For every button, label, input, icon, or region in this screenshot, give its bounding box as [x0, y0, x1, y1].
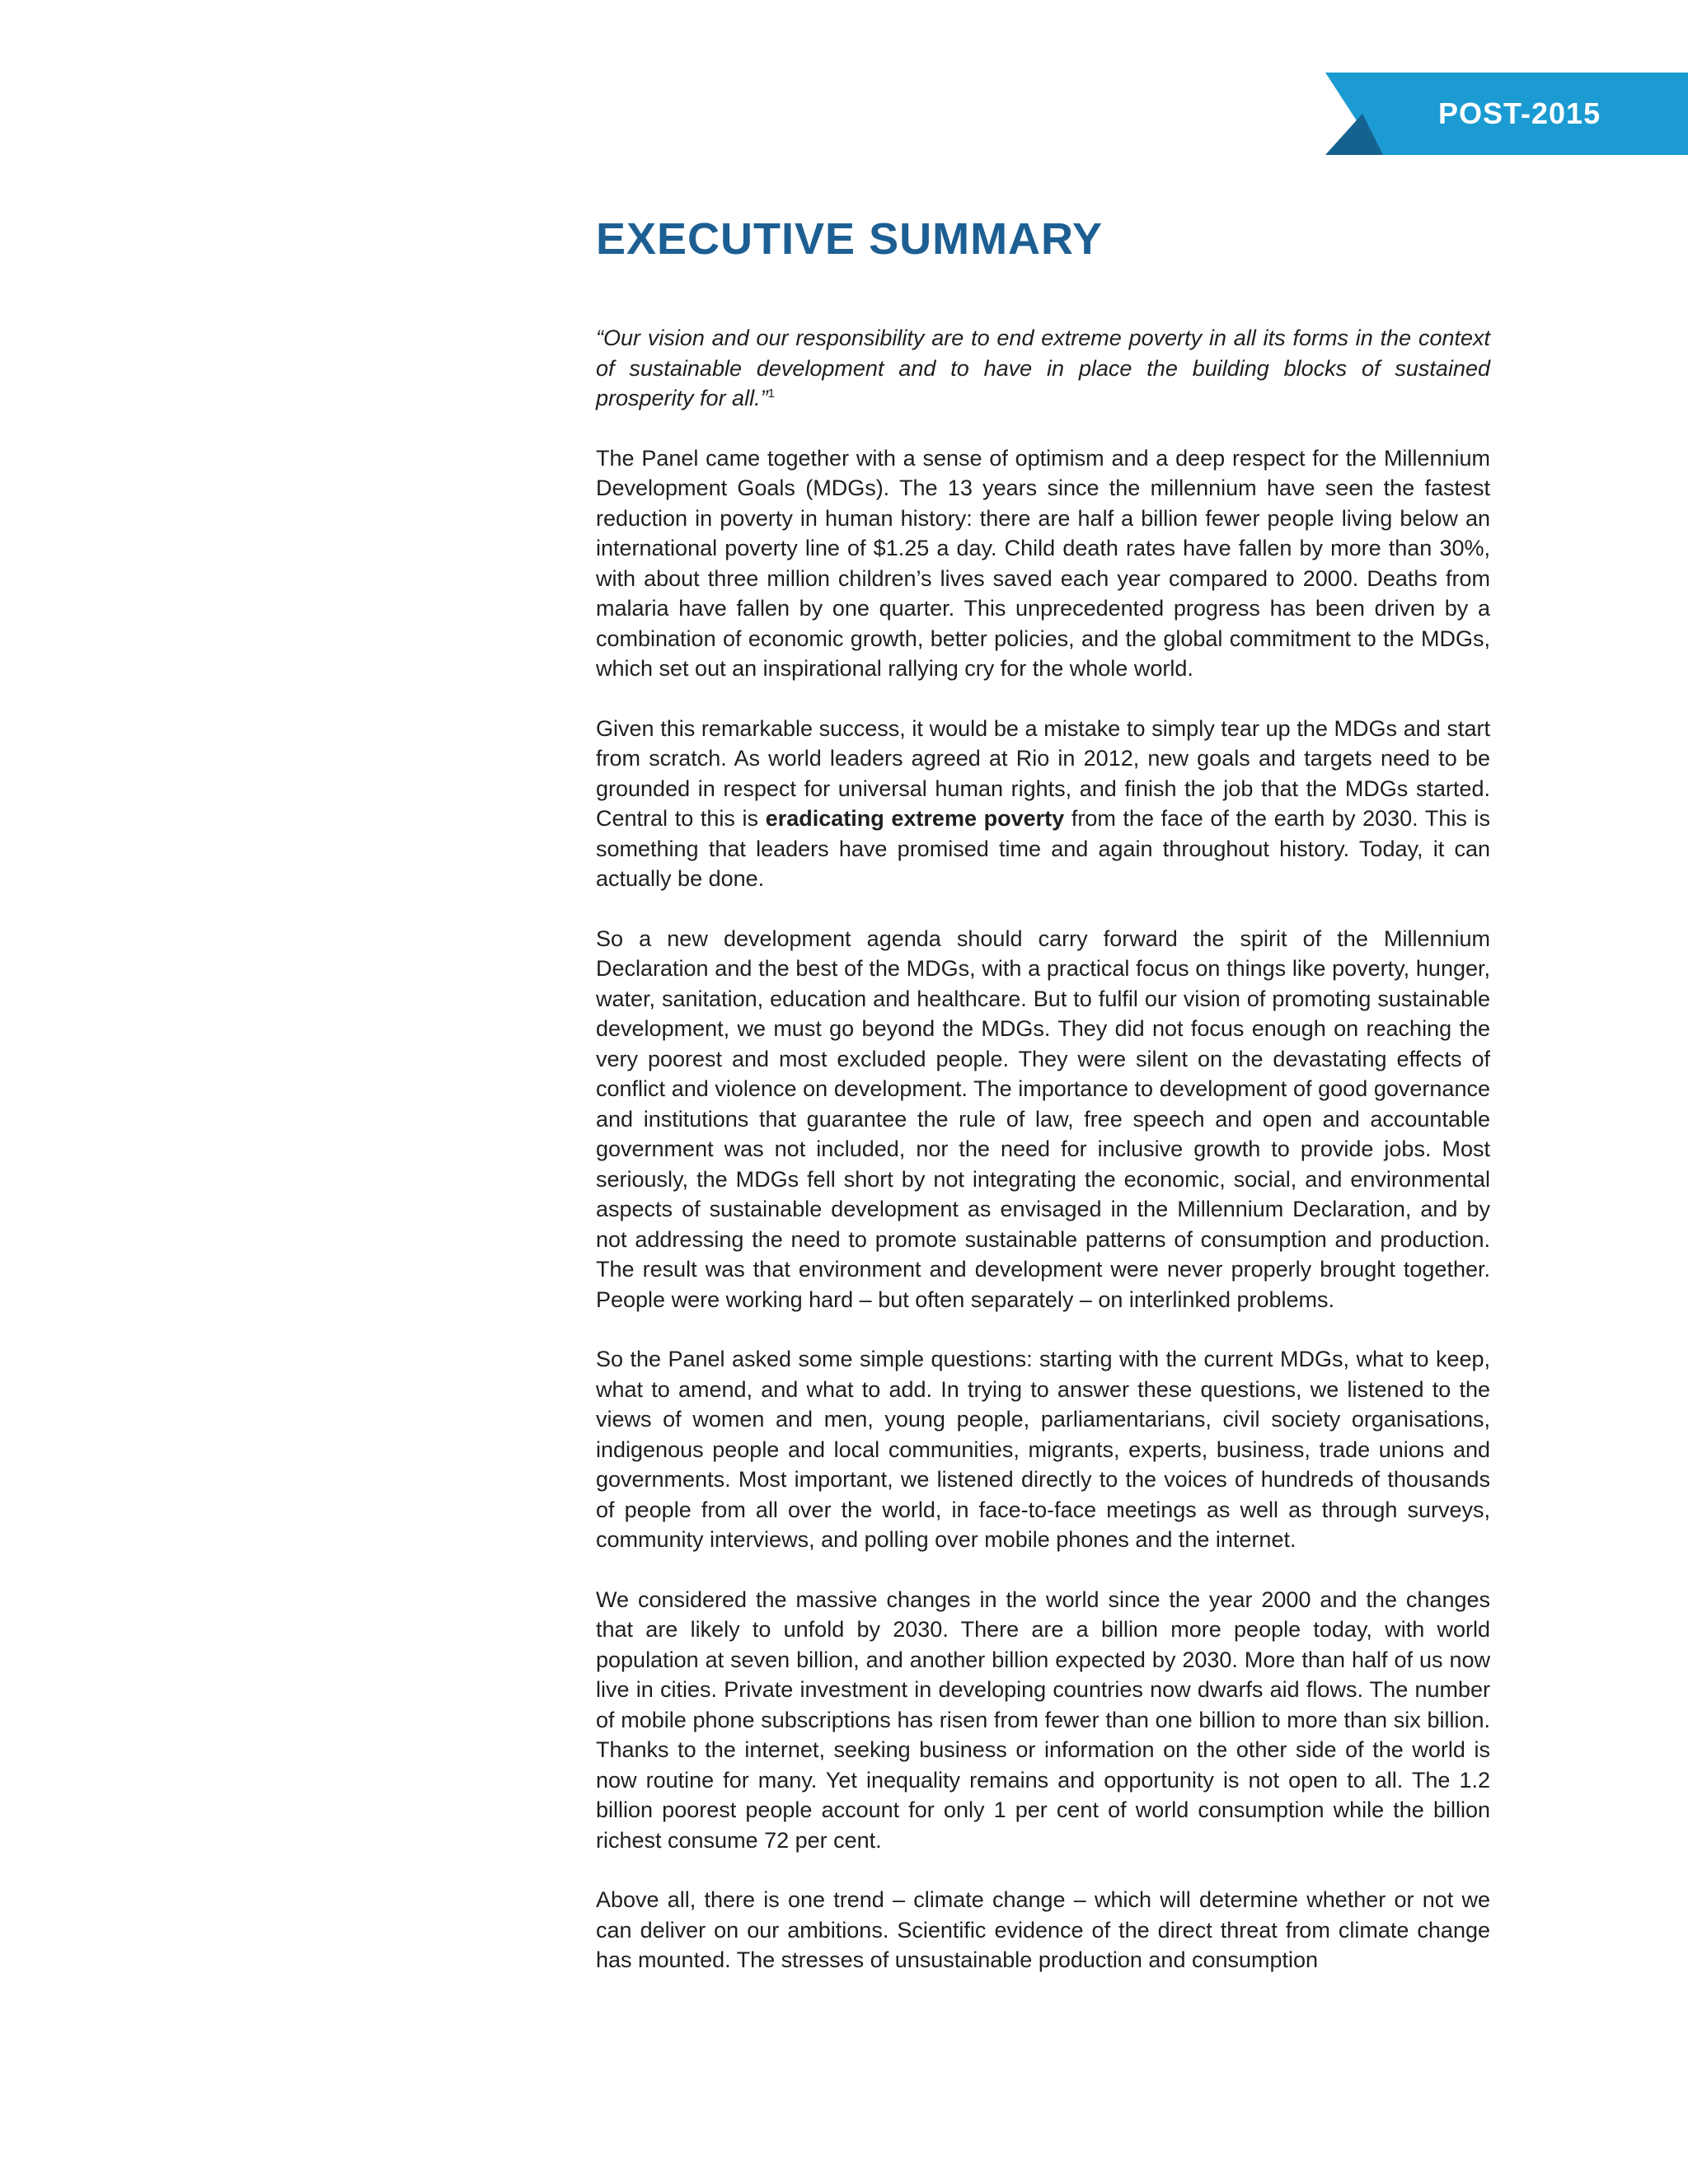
footnote-ref: 1 [767, 387, 775, 401]
paragraph-4: So the Panel asked some simple questions: starting with the current MDGs, what to keep, what to amend, and what to add. In trying to answer these questions, we listened to the views of women and men, young people, parliamentarians, civil society organisations, indigenous people and local communities, migrants, experts, business, trade unions and governments. Most important, we listened directly to the voices of hundreds of thousands of people from all over the world, in face-to-face meetings as well as through surveys, community interviews, and polling over mobile phones and the internet. [596, 1347, 1490, 1552]
paragraph-3: So a new development agenda should carry forward the spirit of the Millennium Declaration and the best of the MDGs, with a practical focus on things like poverty, hunger, water, sanitation, education and healthcare. But to fulfil our vision of promoting sustainable development, we must go beyond the MDGs. They did not focus enough on reaching the very poorest and most excluded people. They were silent on the devastating effects of conflict and violence on development. The importance to development of good governance and institutions that guarantee the rule of law, free speech and open and accountable government was not included, nor the need for inclusive growth to provide jobs. Most seriously, the MDGs fell short by not integrating the economic, social, and environmental aspects of sustainable development as envisaged in the Millennium Declaration, and by not addressing the need to promote sustainable patterns of consumption and production. The result was that environment and development were never properly brought together. People were working hard – but often separately – on interlinked problems. [596, 926, 1490, 1312]
paragraph-5: We considered the massive changes in the world since the year 2000 and the changes that are likely to unfold by 2030. There are a billion more people today, with world population at seven billion, and another billion expected by 2030. More than half of us now live in cities. Private investment in developing countries now dwarfs aid flows. The number of mobile phone subscriptions has risen from fewer than one billion to more than six billion. Thanks to the internet, seeking business or information on the other side of the world is now routine for many. Yet inequality remains and opportunity is not open to all. The 1.2 billion poorest people account for only 1 per cent of world consumption while the billion richest consume 72 per cent. [596, 1586, 1490, 1853]
paragraph-1: The Panel came together with a sense of optimism and a deep respect for the Millennium Development Goals (MDGs). The 13 years since the millennium have seen the fastest reduction in poverty in human history: there are half a billion fewer people living below an international poverty line of $1.25 a day. Child death rates have fallen by more than 30%, with about three million children’s lives saved each year compared to 2000. Deaths from malaria have fallen by one quarter. This unprecedented progress has been driven by a combination of economic growth, better policies, and the global commitment to the MDGs, which set out an inspirational rallying cry for the whole world. [596, 445, 1490, 681]
paragraph-2-text-end: from the face of the earth by 2030. This is something that leaders have promised time and again throughout history. Today, it can actually be done. [596, 806, 1490, 891]
paragraph-6: Above all, there is one trend – climate change – which will determine whether or not we can deliver on our ambitions. Scientific evidence of the direct threat from climate change has mounted. The stresses of unsustainable production and consumption [596, 1887, 1490, 1972]
section-tab-label: POST-2015 [1438, 96, 1601, 130]
quote-text: “Our vision and our responsibility are to end extreme poverty in all its forms in the context of sustainable development and to have in place the building blocks of sustained prosperity for all.” [596, 326, 1490, 410]
paragraph-2 [596, 714, 1490, 894]
paragraph-2-text-start: Given this remarkable success, it would be a mistake to simply tear up the MDGs and start from scratch. As world leaders agreed at Rio in 2012, new goals and targets need to be grounded in respect for universal human rights, and finish the job that the MDGs started. Central to this is [596, 715, 1490, 831]
main-content [596, 206, 1490, 2005]
paragraph-2-emphasis: eradicating extreme poverty [765, 806, 1065, 831]
opening-quote [596, 323, 1490, 414]
page-title: EXECUTIVE SUMMARY [596, 214, 1104, 264]
